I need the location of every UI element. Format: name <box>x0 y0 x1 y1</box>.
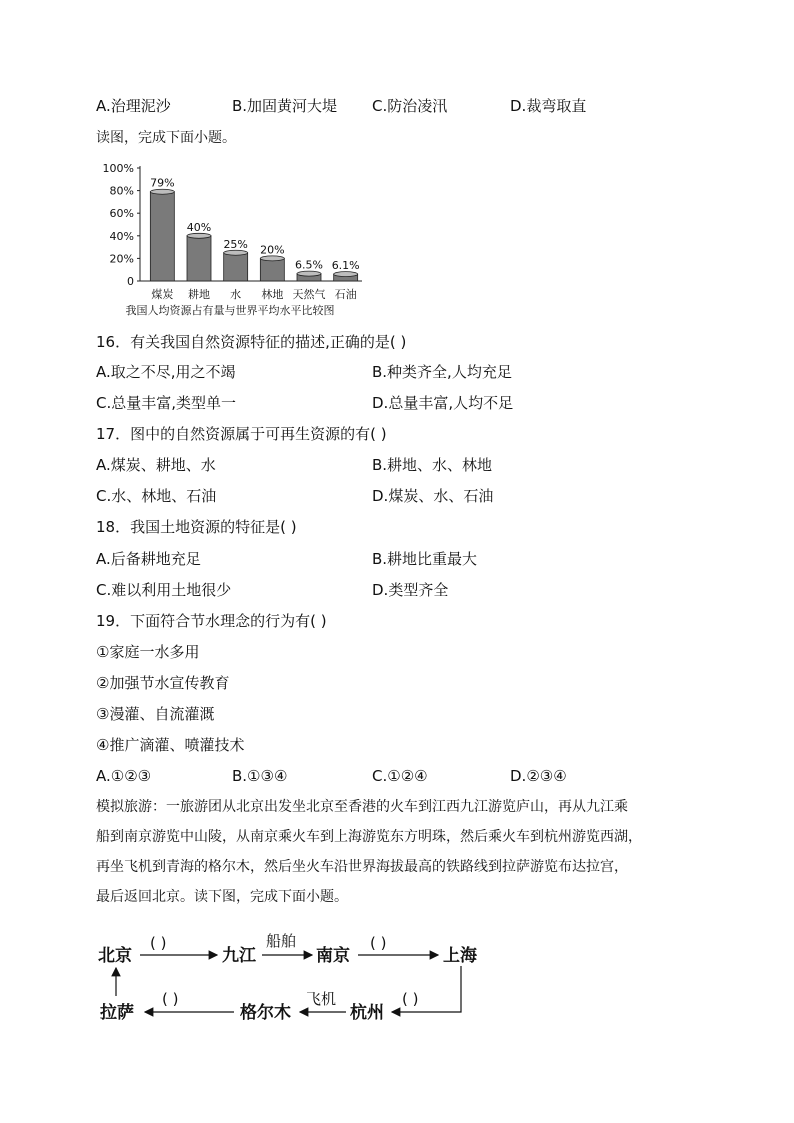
label-plane: 飞机 <box>306 990 337 1008</box>
q19-item-3: ③漫灌、自流灌溉 <box>96 705 215 723</box>
y-tick-label: 80% <box>109 184 134 198</box>
bar <box>150 189 174 281</box>
travel-route-diagram <box>0 926 794 1036</box>
bar-top <box>224 250 248 255</box>
q15-option-a: A.治理泥沙 <box>96 97 171 115</box>
passage-line-4: 最后返回北京。读下图，完成下面小题。 <box>96 889 348 905</box>
q18-option-d: D.类型齐全 <box>372 581 449 599</box>
travel-passage <box>96 792 706 912</box>
bar <box>297 271 321 281</box>
x-category-label: 水 <box>230 288 242 301</box>
q17-option-d: D.煤炭、水、石油 <box>372 487 494 505</box>
city-nanjing: 南京 <box>316 946 350 966</box>
passage-line-1: 模拟旅游：一旅游团从北京出发坐北京至香港的火车到江西九江游览庐山，再从九江乘 <box>96 799 628 815</box>
q16-stem: 16．有关我国自然资源特征的描述,正确的是( ) <box>96 333 407 351</box>
q18-option-c: C.难以利用土地很少 <box>96 581 232 599</box>
y-tick-label: 100% <box>102 162 134 175</box>
bar-data-label: 79% <box>150 176 175 190</box>
q19-option-d: D.②③④ <box>510 767 567 785</box>
q18-stem: 18．我国土地资源的特征是( ) <box>96 518 297 536</box>
x-category-label: 林地 <box>261 288 284 301</box>
x-category-label: 天然气 <box>292 288 326 301</box>
x-category-label: 耕地 <box>188 288 210 301</box>
bar-top <box>297 271 321 276</box>
instruction-read-chart: 读图，完成下面小题。 <box>96 130 236 146</box>
bar <box>224 250 248 281</box>
resource-bar-chart <box>0 156 794 326</box>
bar-top <box>150 189 174 194</box>
x-category-label: 煤炭 <box>151 288 174 301</box>
bar-body <box>187 236 211 281</box>
q17-stem: 17．图中的自然资源属于可再生资源的有( ) <box>96 425 387 443</box>
q17-option-a: A.煤炭、耕地、水 <box>96 456 216 474</box>
q19-stem: 19．下面符合节水理念的行为有( ) <box>96 612 327 630</box>
passage-line-2: 船到南京游览中山陵，从南京乘火车到上海游览东方明珠，然后乘火车到杭州游览西湖， <box>96 829 642 845</box>
bar-data-label: 20% <box>260 243 285 257</box>
bar-top <box>334 272 358 277</box>
q16-option-d: D.总量丰富,人均不足 <box>372 394 514 412</box>
bar-body <box>224 253 248 281</box>
q19-option-a: A.①②③ <box>96 767 152 785</box>
city-hangzhou: 杭州 <box>350 1003 384 1023</box>
q17-option-b: B.耕地、水、林地 <box>372 456 493 474</box>
y-tick-label: 20% <box>109 252 134 266</box>
y-tick-label: 40% <box>109 229 134 243</box>
q16-option-b: B.种类齐全,人均充足 <box>372 363 512 381</box>
bar <box>260 256 284 281</box>
bar-data-label: 40% <box>186 220 212 234</box>
bar-data-label: 6.5% <box>295 258 323 272</box>
bar-body <box>260 258 284 281</box>
bar-data-label: 6.1% <box>331 259 360 273</box>
bar-top <box>187 233 211 238</box>
city-beijing: 北京 <box>98 946 132 966</box>
passage-line-3: 再坐飞机到青海的格尔木，然后坐火车沿世界海拔最高的铁路线到拉萨游览布达拉宫， <box>96 859 628 875</box>
blank-nanjing-shanghai: ( ) <box>370 934 387 952</box>
city-jiujiang: 九江 <box>222 946 256 966</box>
city-geermu: 格尔木 <box>240 1003 291 1023</box>
blank-shanghai-hangzhou: ( ) <box>402 990 419 1008</box>
bar <box>187 233 211 281</box>
q19-item-2: ②加强节水宣传教育 <box>96 674 230 692</box>
blank-beijing-jiujiang: ( ) <box>150 934 167 952</box>
label-ship: 船舶 <box>266 932 297 950</box>
blank-geermu-lasa: ( ) <box>162 990 179 1008</box>
q18-option-b: B.耕地比重最大 <box>372 550 478 568</box>
q19-item-4: ④推广滴灌、喷灌技术 <box>96 736 245 754</box>
bar-body <box>150 192 174 281</box>
q15-option-b: B.加固黄河大堤 <box>232 97 338 115</box>
bar <box>334 272 358 281</box>
bar-data-label: 25% <box>223 237 248 251</box>
q19-item-1: ①家庭一水多用 <box>96 643 200 661</box>
q16-option-c: C.总量丰富,类型单一 <box>96 394 237 412</box>
q19-option-c: C.①②④ <box>372 767 428 785</box>
city-shanghai: 上海 <box>443 946 477 966</box>
chart-title: 我国人均资源占有量与世界平均水平比较图 <box>125 304 335 317</box>
x-category-label: 石油 <box>334 288 357 301</box>
q15-option-d: D.裁弯取直 <box>510 97 587 115</box>
q16-option-a: A.取之不尽,用之不竭 <box>96 363 236 381</box>
y-tick-label: 60% <box>109 207 134 221</box>
q15-option-c: C.防治凌汛 <box>372 97 448 115</box>
q19-option-b: B.①③④ <box>232 767 288 785</box>
q18-option-a: A.后备耕地充足 <box>96 550 201 568</box>
city-lasa: 拉萨 <box>100 1003 134 1023</box>
q17-option-c: C.水、林地、石油 <box>96 487 217 505</box>
bar-top <box>260 256 284 261</box>
y-tick-label: 0 <box>127 275 134 288</box>
